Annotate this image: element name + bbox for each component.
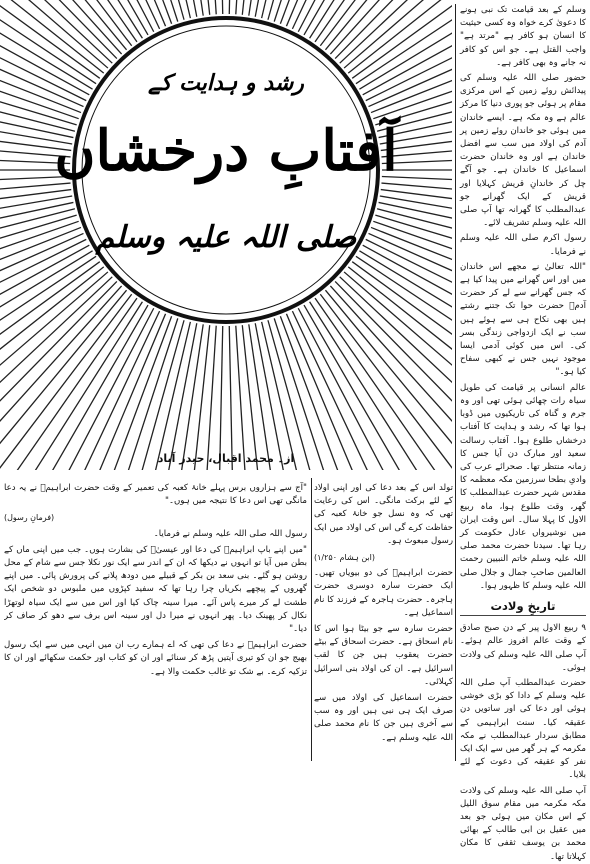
paragraph: حضور صلی اللہ علیہ وسلم کی پیدائش روئے زمین کے اس مرکزی مقام پر ہوئی جو پوری دنیا کا مرکز عالم ہے وہ مکہ ہے۔ ایسے خاندان میں ہوئی جو خاندان روئے زمین پر آدم کی اولاد میں سب سے افضل خاندان ہے اور وہ خاندان حضرت اسماعیل کا خاندان ہے۔ جو آگے چل کر خاندانِ قریش کہلایا اور قریش کے ایک گھرانے جو عبدالمطلب کا گھرانہ تھا آپ صلی اللہ علیہ وسلم تشریف لائے۔ — [460, 73, 586, 229]
sun-ray — [352, 262, 452, 406]
column-divider-right — [455, 4, 456, 761]
sun-ray — [315, 298, 452, 470]
paragraph: آپ صلی اللہ علیہ وسلم کی ولادت مکہ مکرمہ میں مقام سوق اللیل کے اس مکان میں ہوئی جو بعد میں عقیل بن ابی طالب کے بھائی محمد بن یوسف ثقفی کا مکان کہلاتا تھا۔ — [460, 785, 586, 862]
sun-ray — [0, 0, 127, 50]
title-artwork — [0, 0, 452, 470]
sun-ray — [381, 183, 452, 203]
sun-ray — [262, 322, 325, 470]
sun-ray — [0, 0, 104, 73]
paragraph: حضرت اسماعیل کی اولاد میں سے صرف ایک ہی نبی ہیں اور وہ سب سے آخری ہیں جن کا نام محمد صلی اللہ علیہ وسلم ہے۔ — [314, 693, 453, 743]
paragraph: حضرت سارہ سے جو بیٹا ہوا اس کا نام اسحاق ہے۔ حضرت اسحاق کے بیٹے حضرت یعقوب ہیں جن کا لقب اسرائیل ہے۔ ان کی اولاد بنی اسرائیل کہلائی۔ — [314, 624, 453, 687]
sun-ray — [144, 323, 197, 470]
sun-ray — [352, 0, 452, 78]
sun-ray — [0, 251, 93, 377]
sun-ray — [0, 245, 89, 380]
paragraph: رسول اکرم صلی اللہ علیہ وسلم نے فرمایا۔ — [460, 233, 586, 257]
citation: (ابن ہشام ۱/۲۵۰) — [314, 553, 375, 563]
sun-ray — [8, 305, 148, 470]
paragraph: عالم انسانی پر قیامت کی طویل سیاہ رات چھائی ہوئی تھی اور وہ جرم و گناہ کی تاریکیوں میں ڈوبا ہوا تھا کہ رشد و ہدایت کا آفتاب درخشاں طلوع ہوا۔ آفتاب رسالت سعید اور مبارک دن آیا جس کا زمانہ منتظر تھا۔ صحرائے عرب کی وادیِ بطحا سرزمین مکہ معظمہ کا مقدس شہر حضرت عبدالمطلب کا گھر، وقت طلوع ہوا، ماہ ربیع الاول کا پہلا سال۔ اس وقت ایران میں نوشیرواں عادل حکومت کر رہا تھا۔ سیدنا حضرت محمد صلی اللہ علیہ وسلم خاتم النبیین رحمت العالمین صاحبِ جمال و جلال صلی اللہ علیہ وسلم کا ظہور ہوا۔ — [460, 382, 586, 591]
paragraph: حضرت ابراہیمؑ نے دعا کی تھی کہ اے ہمارے رب ان میں انہی میں سے ایک رسول بھیج جو ان کو تیری آیتیں پڑھ کر سنائے اور ان کو کتاب اور حکمت سکھائے اور ان کا تزکیہ کرے۔ بے شک تو غالب حکمت والا ہے۔ — [4, 640, 307, 677]
paragraph: تولد اس کے بعد دعا کی اور اپنی اولاد کے لئے برکت مانگی۔ اس کی رعایت تھی کہ وہ نسل جو خانۂ کعبہ کی حفاظت کرے گی اس کی اولاد میں ایک رسول مبعوث ہو۔ — [314, 483, 453, 546]
citation: (فرمانِ رسول) — [4, 513, 55, 523]
paragraph: "اللہ تعالیٰ نے مجھے اس خاندان میں اور اس گھرانے میں پیدا کیا ہے کہ جس گھرانے سے لے کر حضرت آدمؑ حضرت حوا تک جتنے رشتے ہیں بھی نکاح ہی سے ہوئے ہیں سب نے ایک ازدواجی زندگی بسر کی۔ اس میں کوئی آدمی ایسا موجود نہیں جس نے کبھی سفاح کیا ہو۔" — [460, 261, 586, 378]
paragraph: حضرت ابراہیمؑ کی دو بیویاں تھیں۔ ایک حضرت سارہ دوسری حضرت ہاجرہ۔ حضرت ہاجرہ کے فرزند کا نام اسماعیل ہے۔ — [314, 568, 453, 618]
sun-ray — [348, 0, 452, 73]
sun-ray — [310, 302, 452, 470]
sun-ray — [249, 0, 287, 16]
sun-ray — [0, 0, 100, 78]
sun-ray — [363, 245, 452, 367]
sun-ray — [0, 239, 86, 354]
column-divider-middle — [311, 478, 312, 761]
left-text-column — [4, 482, 307, 761]
sun-ray — [5, 302, 143, 470]
sun-ray — [242, 325, 270, 470]
sun-ray — [120, 320, 184, 470]
sun-ray — [348, 267, 452, 442]
title-top-line: رشد و ہدایت کے — [148, 70, 304, 96]
salutation-text: صلی اللہ علیہ وسلم — [95, 220, 357, 255]
sun-ray — [325, 0, 452, 50]
sun-ray — [93, 318, 178, 470]
sun-ray — [330, 286, 452, 470]
sun-ray — [280, 316, 379, 470]
paragraph: "میں اپنے باپ ابراہیمؑ کی دعا اور عیسیٰؑ کی بشارت ہوں۔ جب میں اپنی ماں کے بطن میں آیا تو انہوں نے دیکھا کہ ان کے اندر سے ایک نور نکلا جس سے شام کے محل روشن ہو گئے۔ بنی سعد بن بکر کے قبیلے میں دودھ پلانے کی پرورش پائی۔ میں اپنے گھروں کے پیچھے بکریاں چرا رہا تھا کہ سفید کپڑوں میں ملبوس دو شخص ایک طشت لے کر میرے پاس آئے۔ میرا سینہ چاک کیا اور اس میں سے ایک سیاہ لوتھڑا نکال کر پھینک دیا۔ پھر انہوں نے میرا دل اور سینہ اس برف سے دھو کر صاف کر دیا۔" — [4, 544, 307, 635]
paragraph: "آج سے ہزاروں برس پہلے خانۂ کعبہ کی تعمیر کے وقت حضرت ابراہیمؑ نے یہ دعا مانگی تھی اس دعا کا نتیجہ میں ہوں۔" — [4, 483, 307, 507]
sun-ray — [46, 311, 159, 470]
middle-text-column — [314, 482, 453, 761]
author-byline: از۔ محمد اقبال، حیدر آباد — [157, 452, 295, 465]
right-text-column — [460, 4, 586, 862]
sun-ray — [64, 0, 165, 26]
main-title: آفتابِ درخشاں — [54, 118, 398, 184]
sun-ray — [0, 10, 81, 112]
sun-ray — [229, 0, 235, 14]
paragraph: حضرت عبدالمطلب آپ صلی اللہ علیہ وسلم کے دادا کو بڑی خوشی ہوئی اور دعا کی اور ساتویں دن عقیقہ کیا۔ سنت ابراہیمی کے مطابق سردار عبدالمطلب نے مکہ مکرمہ کے ہر گھر میں سے ایک ایک نفر کو عقیقہ کی دعوت کے لئے بلایا۔ — [460, 677, 586, 781]
sun-ray — [236, 326, 251, 470]
sun-ray — [0, 286, 122, 470]
sun-ray — [202, 326, 217, 470]
paragraph: وسلم کے بعد قیامت تک نبی ہونے کا دعویٰ کرے خواہ وہ کسی حیثیت کا انسان ہو کافر ہے "مرتد ہے" واجب القتل ہے۔ جو اس کو کافر نہ جانے وہ بھی کافر ہے۔ — [460, 5, 586, 68]
sun-ray — [229, 326, 235, 470]
section-heading: تاریخِ ولادت — [460, 600, 586, 616]
sun-ray — [292, 311, 407, 470]
sun-ray — [0, 183, 71, 202]
sun-ray — [304, 305, 432, 470]
sun-ray — [217, 326, 222, 470]
paragraph: ۹ ربیع الاول پیر کے دن صبح صادق کے وقت عالم افروز عالم ہوئے۔ آپ صلی اللہ علیہ وسلم کی ولادت ہوئی۔ — [460, 623, 586, 673]
sun-ray — [218, 0, 223, 14]
paragraph: رسول اللہ صلی اللہ علیہ وسلم نے فرمایا۔ — [153, 528, 307, 539]
sun-ray — [3, 298, 137, 470]
sun-ray — [181, 325, 209, 470]
